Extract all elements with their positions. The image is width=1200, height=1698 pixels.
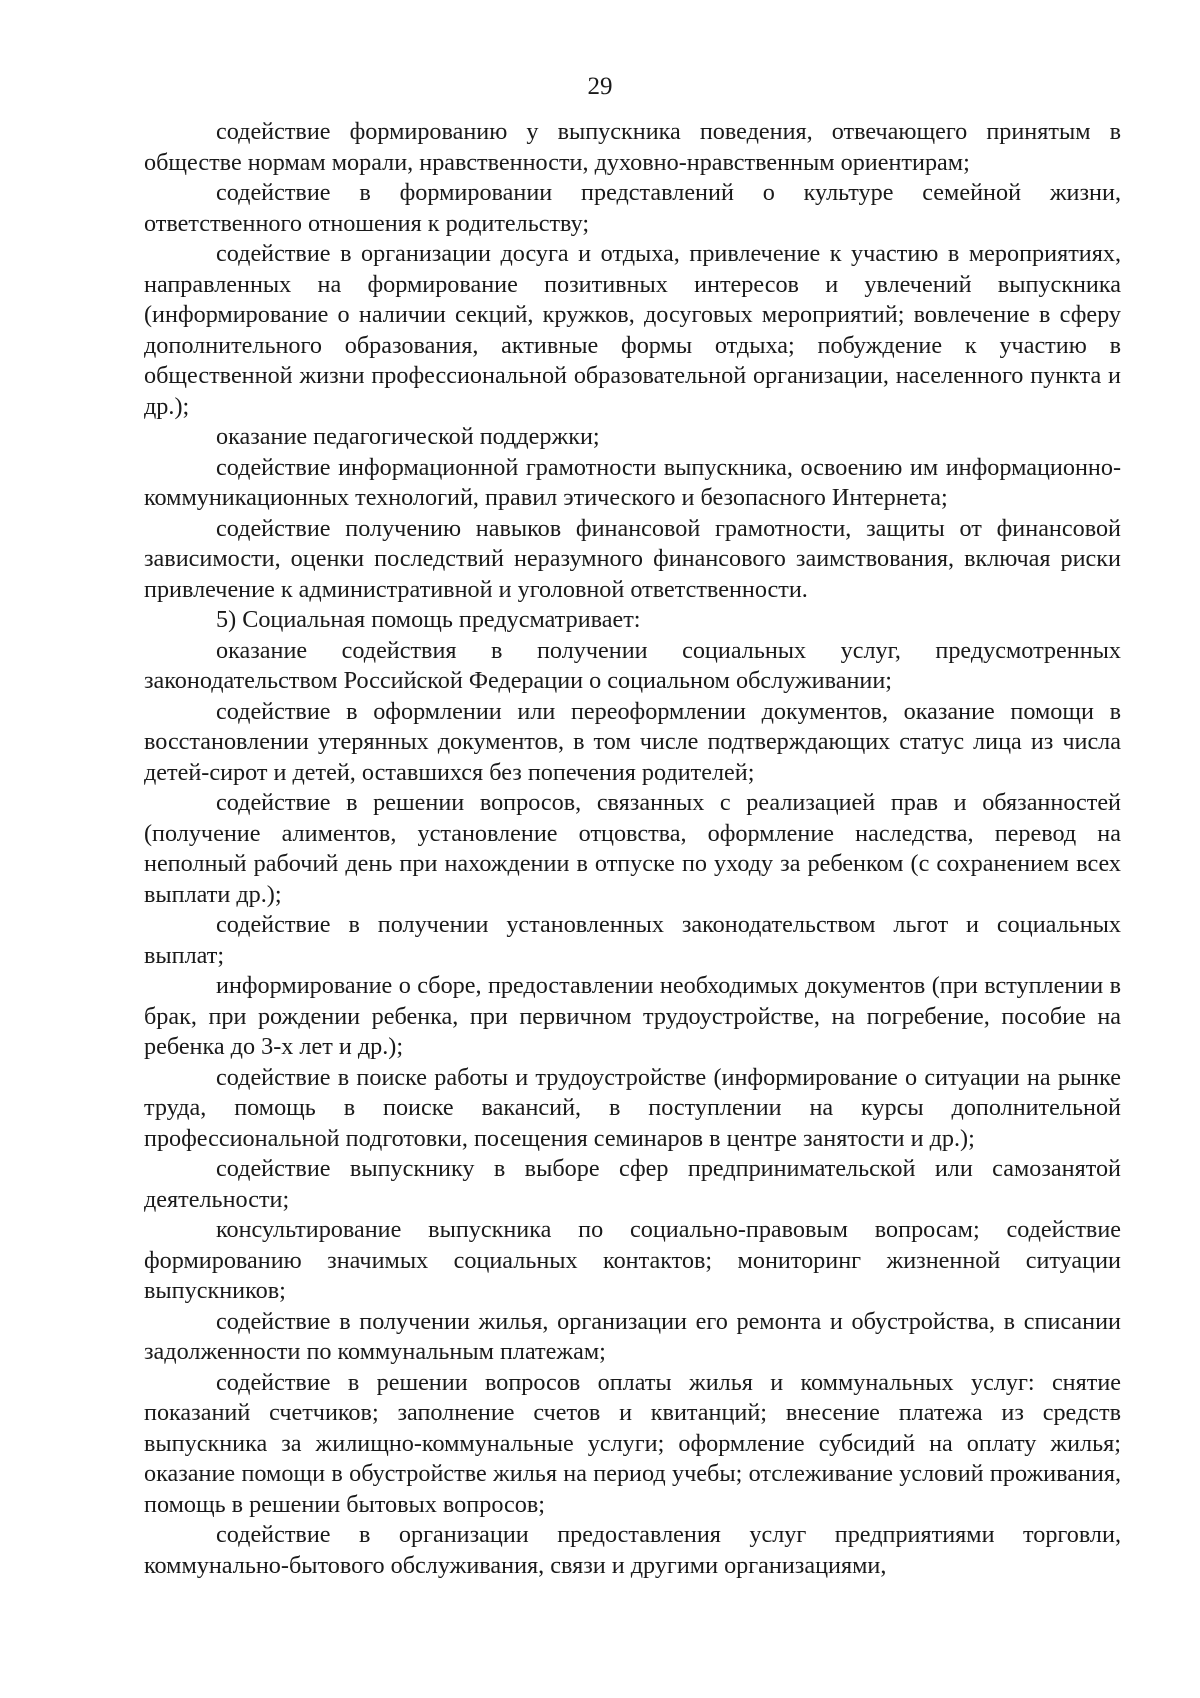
paragraph: содействие получению навыков финансовой грамотности, защиты от финансовой зависимости, оценки последствий неразумного финансового заимствования, включая риски привлечение к административной и уголовной ответственности. bbox=[144, 514, 1121, 603]
paragraph: содействие в оформлении или переоформлении документов, оказание помощи в восстановлении утерянных документов, в том числе подтверждающих статус лица из числа детей-сирот и детей, оставшихся без попечения родителей; bbox=[144, 697, 1121, 786]
paragraph: содействие информационной грамотности выпускника, освоению им информационно-коммуникационных технологий, правил этического и безопасного Интернета; bbox=[144, 453, 1121, 511]
paragraph: консультирование выпускника по социально-правовым вопросам; содействие формированию значимых социальных контактов; мониторинг жизненной ситуации выпускников; bbox=[144, 1216, 1121, 1304]
paragraph: содействие в получении жилья, организации его ремонта и обустройства, в списании задолженности по коммунальным платежам; bbox=[144, 1307, 1121, 1365]
paragraph: содействие в формировании представлений о культуре семейной жизни, ответственного отношения к родительству; bbox=[144, 179, 1121, 237]
paragraph: содействие в получении установленных законодательством льгот и социальных выплат; bbox=[144, 911, 1121, 969]
paragraph: содействие в организации предоставления услуг предприятиями торговли, коммунально-бытового обслуживания, связи и другими организациями, bbox=[144, 1521, 1121, 1579]
document-body bbox=[144, 117, 1121, 1581]
paragraph: оказание содействия в получении социальных услуг, предусмотренных законодательством Российской Федерации о социальном обслуживании; bbox=[144, 636, 1121, 694]
paragraph: содействие выпускнику в выборе сфер предпринимательской или самозанятой деятельности; bbox=[144, 1155, 1121, 1213]
section-heading: 5) Социальная помощь предусматривает: bbox=[216, 606, 641, 633]
page-number: 29 bbox=[587, 73, 613, 100]
paragraph: содействие формированию у выпускника поведения, отвечающего принятым в обществе нормам морали, нравственности, духовно-нравственным ориентирам; bbox=[144, 118, 1121, 176]
paragraph: содействие в организации досуга и отдыха, привлечение к участию в мероприятиях, направленных на формирование позитивных интересов и увлечений выпускника (информирование о наличии секций, кружков, досуговых мероприятий; вовлечение в сферу дополнительного образования, активные формы отдыха; побуждение к участию в общественной жизни профессиональной образовательной организации, населенного пункта и др.); bbox=[144, 240, 1121, 420]
paragraph: оказание педагогической поддержки; bbox=[216, 423, 600, 450]
paragraph: содействие в решении вопросов оплаты жилья и коммунальных услуг: снятие показаний счетчиков; заполнение счетов и квитанций; внесение платежа из средств выпускника за жилищно-коммунальные услуги; оформление субсидий на оплату жилья; оказание помощи в обустройстве жилья на период учебы; отслеживание условий проживания, помощь в решении бытовых вопросов; bbox=[144, 1368, 1121, 1518]
paragraph: содействие в решении вопросов, связанных с реализацией прав и обязанностей (получение алиментов, установление отцовства, оформление наследства, перевод на неполный рабочий день при нахождении в отпуске по уходу за ребенком (с сохранением всех выплати др.); bbox=[144, 789, 1121, 908]
paragraph: содействие в поиске работы и трудоустройстве (информирование о ситуации на рынке труда, помощь в поиске вакансий, в поступлении на курсы дополнительной профессиональной подготовки, посещения семинаров в центре занятости и др.); bbox=[144, 1063, 1121, 1152]
paragraph: информирование о сборе, предоставлении необходимых документов (при вступлении в брак, при рождении ребенка, при первичном трудоустройстве, на погребение, пособие на ребенка до 3-х лет и др.); bbox=[144, 972, 1121, 1060]
